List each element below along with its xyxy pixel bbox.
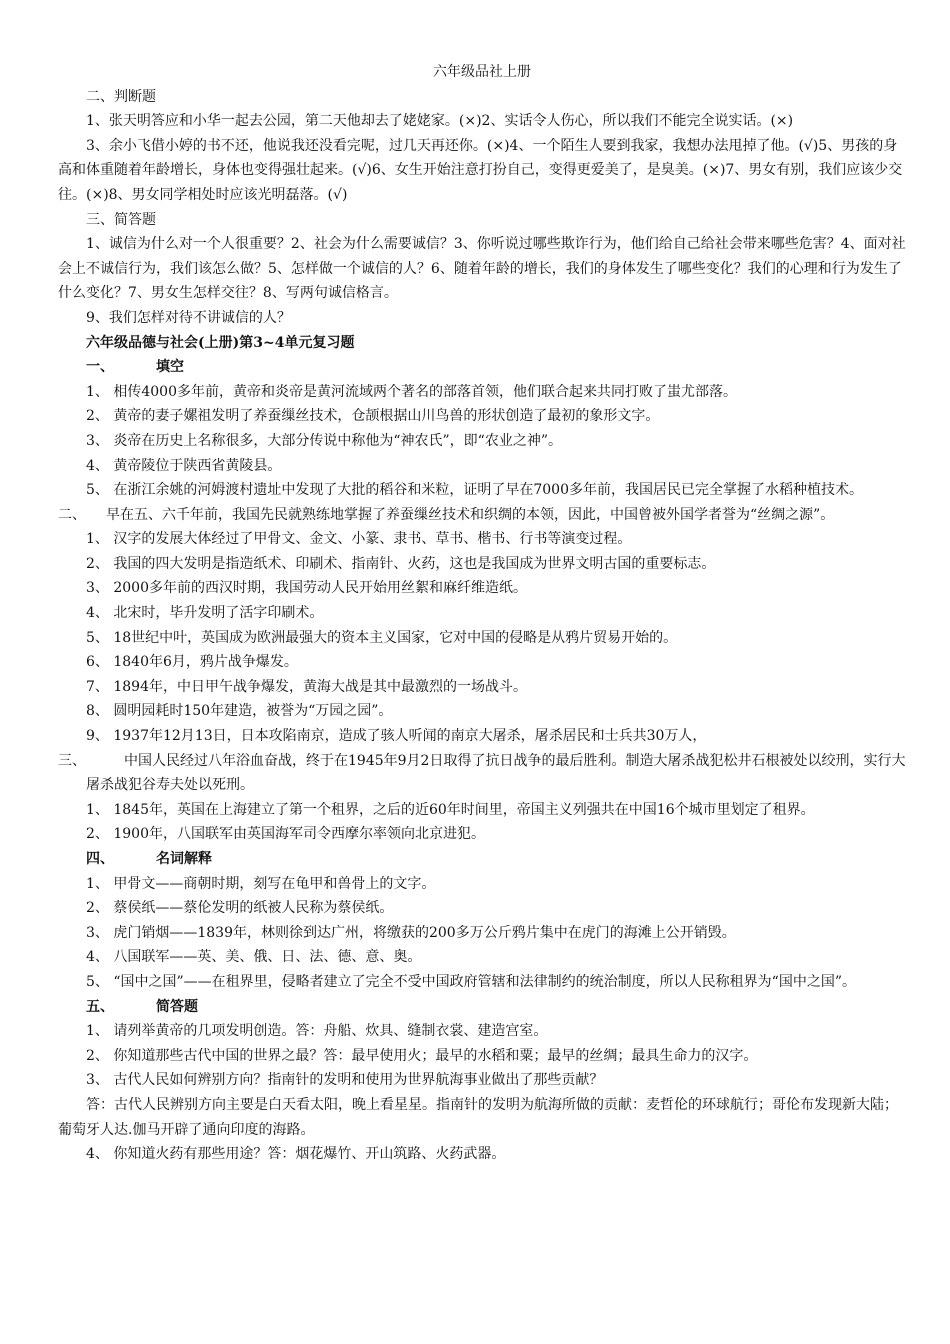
section-title: 简答题: [156, 998, 198, 1015]
list-item: 1、 汉字的发展大体经过了甲骨文、金文、小篆、隶书、草书、楷书、行书等演变过程。: [86, 531, 632, 548]
section-heading-short-answer: 三、简答题: [86, 211, 156, 228]
section-three-text: 中国人民经过八年浴血奋战，终于在1945年9月2日取得了抗日战争的最后胜利。制造大屠杀战犯松井石根被处以绞刑，实行大屠杀战犯谷寿夫处以死刑。: [86, 752, 906, 794]
section-two-text: 早在五、六千年前，我国先民就熟练地掌握了养蚕缫丝技术和织绸的本领，因此，中国曾被外国学者誉为“丝绸之源”。: [106, 506, 835, 523]
section-two-block: 二、 早在五、六千年前，我国先民就熟练地掌握了养蚕缫丝技术和织绸的本领，因此，中国曾被外国学者誉为“丝绸之源”。: [58, 503, 906, 528]
section-number: 四、: [86, 851, 114, 867]
term-item: 1、 甲骨文——商朝时期，刻写在龟甲和兽骨上的文字。: [86, 875, 436, 892]
list-item: 5、 18世纪中叶，英国成为欧洲最强大的资本主义国家，它对中国的侵略是从鸦片贸易开始的。: [86, 629, 678, 646]
question-paragraph: 9、我们怎样对待不讲诚信的人？: [86, 309, 291, 326]
review-title: 六年级品德与社会(上册)第3~4单元复习题: [86, 334, 355, 351]
section-number: 五、: [86, 998, 114, 1015]
answer-item: 3、 古代人民如何辨别方向？指南针的发明和使用为世界航海事业做出了那些贡献？: [86, 1072, 604, 1089]
list-item: 2、 我国的四大发明是指造纸术、印刷术、指南针、火药，这也是我国成为世界文明古国的重要标志。: [86, 555, 716, 572]
answer-item: 4、 你知道火药有那些用途？答：烟花爆竹、开山筑路、火药武器。: [86, 1146, 506, 1163]
section-title: 填空: [156, 359, 184, 376]
section-heading-judge: 二、判断题: [86, 88, 156, 105]
list-item: 6、 1840年6月，鸦片战争爆发。: [86, 654, 298, 671]
list-item: 2、 1900年，八国联军由英国海军司令西摩尔率领向北京进犯。: [86, 826, 485, 843]
fill-item: 3、 炎帝在历史上名称很多，大部分传说中称他为“神农氏”，即“农业之神”。: [86, 432, 562, 449]
list-item: 7、 1894年，中日甲午战争爆发，黄海大战是其中最激烈的一场战斗。: [86, 678, 527, 695]
answer-item: 2、 你知道那些古代中国的世界之最？答：最早使用火；最早的水稻和粟；最早的丝绸；最具生命力的汉字。: [86, 1047, 758, 1064]
section-heading-fill: [58, 355, 906, 380]
judge-paragraph: 3、余小飞借小婷的书不还，他说我还没看完呢，过几天再还你。(×)4、一个陌生人要到我家，我想办法甩掉了他。(√)5、男孩的身高和体重随着年龄增长，身体也变得强壮起来。(√)6、女生开始注意打扮自己，变得更爱美了，是臭美。(×)7、男女有别，我们应该少交往。(×)8、男女同学相处时应该光明磊落。(√): [58, 137, 903, 203]
list-item: 1、 1845年，英国在上海建立了第一个租界，之后的近60年时间里，帝国主义列强共在中国16个城市里划定了租界。: [86, 801, 815, 818]
fill-item: 4、 黄帝陵位于陕西省黄陵县。: [86, 457, 282, 474]
list-item: 4、 北宋时，毕升发明了活字印刷术。: [86, 605, 324, 622]
page-title: 六年级品社上册: [433, 64, 531, 80]
section-number: 三、: [58, 752, 86, 769]
fill-item: 2、 黄帝的妻子嫘祖发明了养蚕缫丝技术，仓颉根据山川鸟兽的形状创造了最初的象形文字。: [86, 408, 660, 425]
section-heading-terms: [58, 847, 906, 872]
answer-item: 1、 请列举黄帝的几项发明创造。答：舟船、炊具、缝制衣裳、建造宫室。: [86, 1023, 548, 1040]
term-item: 5、 “国中之国”——在租界里，侵略者建立了完全不受中国政府管辖和法律制约的统治制度，所以人民称租界为“国中之国”。: [86, 973, 856, 990]
fill-item: 5、 在浙江余姚的河姆渡村遗址中发现了大批的稻谷和米粒，证明了早在7000多年前，我国居民已完全掌握了水稻种植技术。: [86, 482, 863, 499]
term-item: 4、 八国联军——英、美、俄、日、法、德、意、奥。: [86, 949, 422, 966]
list-item: 8、 圆明园耗时150年建造，被誉为“万园之园”。: [86, 703, 393, 720]
judge-paragraph: 1、张天明答应和小华一起去公园，第二天他却去了姥姥家。(×)2、实话令人伤心，所以我们不能完全说实话。(×): [86, 113, 794, 130]
section-heading-answers: [58, 995, 906, 1020]
term-item: 3、 虎门销烟——1839年，林则徐到达广州，将缴获的200多万公斤鸦片集中在虎门的海滩上公开销毁。: [86, 924, 736, 941]
list-item: 3、 2000多年前的西汉时期，我国劳动人民开始用丝絮和麻纤维造纸。: [86, 580, 527, 597]
term-item: 2、 蔡侯纸——蔡伦发明的纸被人民称为蔡侯纸。: [86, 900, 394, 917]
section-three-block: [58, 749, 906, 798]
list-item: 9、 1937年12月13日，日本攻陷南京，造成了骇人听闻的南京大屠杀，屠杀居民和士兵共30万人，: [86, 728, 707, 745]
question-paragraph: 1、诚信为什么对一个人很重要？2、社会为什么需要诚信？3、你听说过哪些欺诈行为，他们给自己给社会带来哪些危害？4、面对社会上不诚信行为，我们该怎么做？5、怎样做一个诚信的人？6、随着年龄的增长，我们的身体发生了哪些变化？我们的心理和行为发生了什么变化？7、男女生怎样交往？8、写两句诚信格言。: [58, 236, 906, 302]
section-title: 名词解释: [156, 851, 212, 867]
section-number: 一、: [86, 359, 114, 376]
answer-item: 答：古代人民辨别方向主要是白天看太阳，晚上看星星。指南针的发明为航海所做的贡献：麦哲伦的环球航行；哥伦布发现新大陆；葡萄牙人达.伽马开辟了通向印度的海路。: [58, 1096, 898, 1138]
fill-item: 1、 相传4000多年前，黄帝和炎帝是黄河流域两个著名的部落首领，他们联合起来共同打败了蚩尤部落。: [86, 383, 737, 400]
